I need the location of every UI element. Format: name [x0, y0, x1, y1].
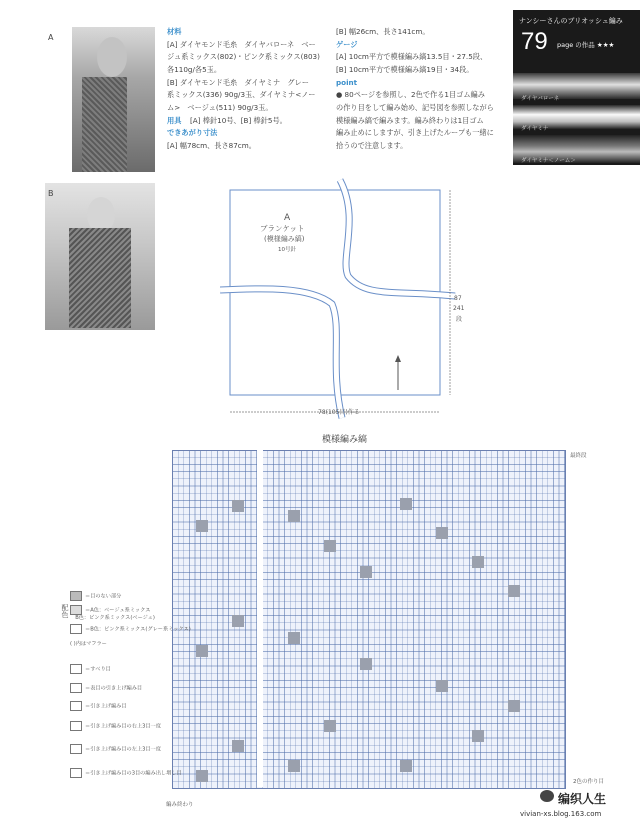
legend-item-5: [70, 640, 107, 647]
materials-line-2: ジュ系ミックス(802)・ピンク系ミックス(803): [167, 52, 320, 61]
gauge-line-2: [B] 10cm平方で模様編み縞19目・34段。: [336, 65, 474, 74]
chart-bottom-label: 編み終わり: [166, 802, 194, 808]
diagram-label-needle: 10号針: [278, 247, 296, 253]
legend-text-5: ( )内はマフラー: [70, 641, 107, 647]
tools-text: [A] 棒針10号、[B] 棒針5号。: [190, 116, 287, 125]
chart-cable-block: [288, 760, 300, 772]
legend-text-6: ＝すべり目: [85, 666, 111, 673]
chart-cable-block: [360, 658, 372, 670]
materials-heading: 材料: [167, 27, 182, 36]
stitch-chart-gap: [257, 450, 263, 787]
legend-item-8: [70, 701, 127, 711]
legend-text-11: ＝引き上げ編み目の3目の編み出し増し目: [85, 770, 182, 777]
point-line-4: 編み止めにしますが、引き上げたループも一緒に: [336, 128, 494, 137]
diagram-height-unit: 段: [456, 316, 463, 323]
diagram-height-label: 87: [454, 295, 462, 302]
chart-cable-block: [508, 700, 520, 712]
chart-cable-block: [436, 527, 448, 539]
yarn-header-top: [513, 10, 640, 73]
header-page-suffix: page の作品 ★★★: [557, 41, 615, 49]
chart-cable-block: [288, 632, 300, 644]
diagram-label-pattern: (模様編み縞): [264, 235, 305, 243]
photo-a-blanket: [82, 77, 127, 172]
chart-cable-block: [196, 645, 208, 657]
legend-item-11: [70, 768, 182, 778]
chart-cable-block: [232, 615, 244, 627]
chart-cable-block: [436, 680, 448, 692]
materials-line-3: 各110g/各5玉。: [167, 65, 222, 74]
legend-text-3: B色：ピンク系ミックス(ベージュ): [70, 615, 155, 621]
legend-text-1: ＝目のない部分: [85, 593, 122, 600]
legend-text-10: ＝引き上げ編み目の左上3目一度: [85, 746, 161, 753]
size-b-text: [B] 幅26cm、長さ141cm。: [336, 27, 430, 36]
point-line-5: 拾うので注意します。: [336, 141, 408, 150]
watermark-blog: vivian-xs.blog.163.com: [520, 810, 602, 818]
legend-item-9: [70, 721, 161, 731]
legend-symbol-left-3tog: [70, 744, 82, 754]
chart-cast-on-label: 2色の作り目: [573, 779, 604, 785]
chart-cable-block: [196, 520, 208, 532]
size-heading: できあがり寸法: [167, 128, 218, 137]
size-text: [A] 幅78cm、長さ87cm。: [167, 141, 256, 150]
legend-haiiro-label: 配色: [61, 604, 69, 618]
diagram-label-name: ブランケット: [260, 224, 305, 233]
chart-cable-block: [288, 510, 300, 522]
chart-cable-block: [400, 760, 412, 772]
yarn-label-2: ダイヤミナ: [521, 126, 549, 132]
legend-text-7: ＝表目の引き上げ編み目: [85, 685, 143, 692]
materials-line-1: [A] ダイヤモンド毛糸 ダイヤバローネ ベー: [167, 40, 316, 49]
legend-text-2: ＝A色：ベージュ系ミックス: [85, 607, 151, 614]
materials-line-6: ム> ベージュ(511) 90g/3玉。: [167, 103, 273, 112]
watermark-brand: 编织人生: [558, 792, 607, 806]
legend-item-1: [70, 591, 121, 601]
header-title: ナンシーさんのブリオッシュ編み: [519, 17, 623, 25]
photo-b-scarf: [69, 228, 131, 328]
tools-heading: 用具: [167, 116, 182, 125]
yarn-label-1: ダイヤバローネ: [521, 96, 560, 102]
legend-item-7: [70, 683, 142, 693]
photo-b: [45, 183, 155, 330]
point-line-1: ● 80ページを参照し、2色で作る1目ゴム編み: [336, 90, 485, 99]
diagram-height-rows: 241: [453, 305, 465, 312]
legend-item-6: [70, 664, 111, 674]
chart-title: 模様編み縞: [322, 435, 368, 445]
legend-item-10: [70, 744, 161, 754]
chart-cable-block: [232, 500, 244, 512]
chart-cable-block: [472, 556, 484, 568]
chart-cable-block: [324, 720, 336, 732]
chart-cable-block: [508, 585, 520, 597]
chart-cable-block: [472, 730, 484, 742]
chart-cable-block: [360, 566, 372, 578]
materials-line-5: 系ミックス(336) 90g/3玉、ダイヤミナ<ノー: [167, 90, 316, 99]
legend-symbol-right-3tog: [70, 721, 82, 731]
legend-symbol-tuck: [70, 701, 82, 711]
legend-symbol-increase: [70, 768, 82, 778]
yarn-header-box: [513, 10, 640, 165]
photo-a: [72, 27, 155, 172]
photo-b-label: B: [48, 189, 54, 198]
photo-a-figure: [97, 37, 127, 77]
header-page-number: 79: [521, 28, 548, 55]
legend-item-3: [70, 614, 155, 621]
legend-symbol-empty: [70, 591, 82, 601]
legend-text-4: ＝B色：ピンク系ミックス(グレー系ミックス): [85, 626, 191, 633]
legend-symbol-slip: [70, 664, 82, 674]
legend-item-4: [70, 624, 191, 634]
yarn-label-3: ダイヤミナ＜ノーム＞: [521, 158, 576, 164]
legend-symbol-tuck-knit: [70, 683, 82, 693]
chart-last-row-label: 最終段: [570, 453, 587, 459]
point-heading: point: [336, 78, 358, 87]
gauge-line-1: [A] 10cm平方で模様編み縞13.5目・27.5段、: [336, 52, 488, 61]
watermark-icon: [540, 790, 554, 802]
legend-symbol-b-color: [70, 624, 82, 634]
chart-cable-block: [232, 740, 244, 752]
legend-text-9: ＝引き上げ編み目の右上3目一度: [85, 723, 161, 730]
gauge-heading: ゲージ: [336, 40, 358, 49]
diagram-width-label: 78(105目)作る: [318, 409, 360, 416]
chart-cable-block: [324, 540, 336, 552]
chart-cable-block: [400, 498, 412, 510]
materials-line-4: [B] ダイヤモンド毛糸 ダイヤミナ グレー: [167, 78, 309, 87]
chart-cable-block: [196, 770, 208, 782]
diagram-label-a: A: [284, 213, 291, 223]
point-line-3: 模様編み縞で編みます。編み終わりは1目ゴム: [336, 116, 484, 125]
photo-a-label: A: [48, 33, 54, 42]
point-line-2: の作り目をして編み始め、記号図を参照しながら: [336, 103, 494, 112]
legend-text-8: ＝引き上げ編み目: [85, 703, 127, 710]
blanket-diagram: [220, 178, 480, 423]
